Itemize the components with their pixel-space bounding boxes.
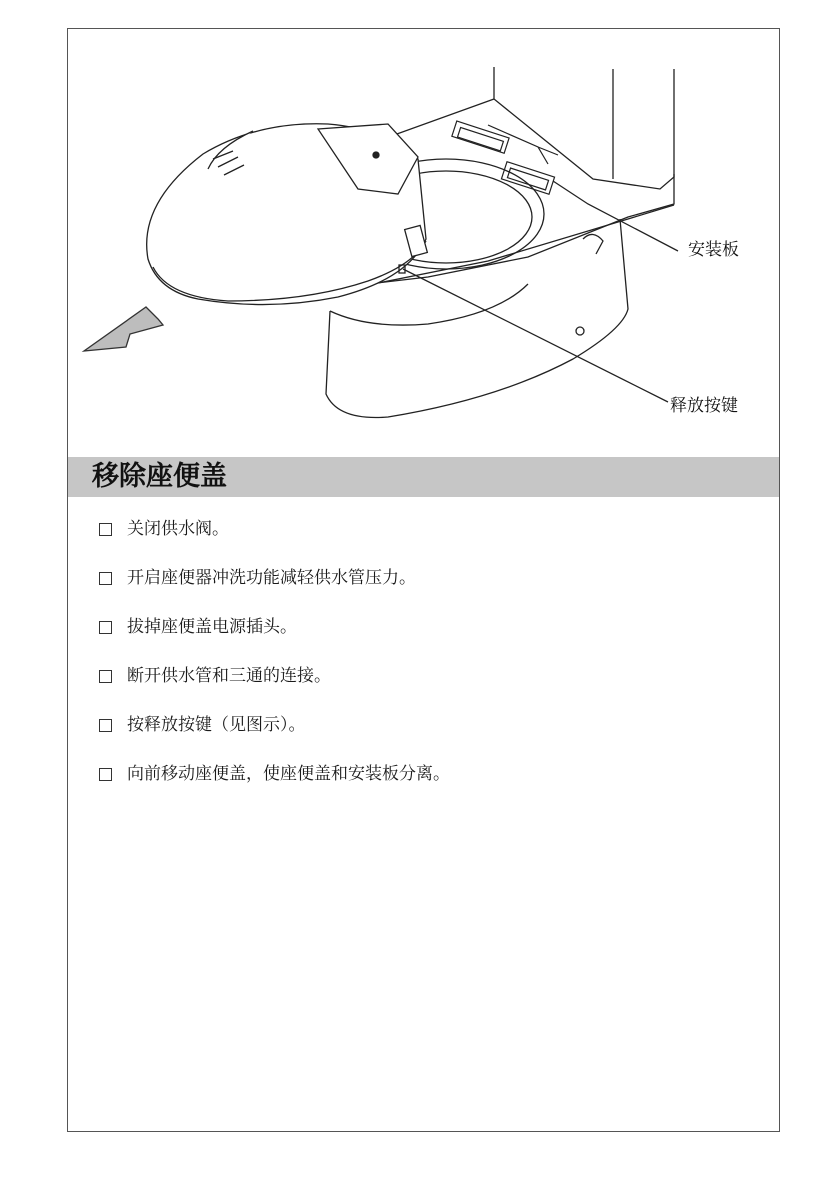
step-list <box>99 517 450 811</box>
seat-lid <box>147 124 428 305</box>
step-text: 断开供水管和三通的连接。 <box>127 666 331 686</box>
rear-bracket <box>583 234 603 254</box>
step-text: 开启座便器冲洗功能减轻供水管压力。 <box>127 568 416 588</box>
step-item <box>99 762 450 811</box>
section-title: 移除座便盖 <box>92 461 227 492</box>
step-text: 向前移动座便盖，使座便盖和安装板分离。 <box>127 764 450 784</box>
section-heading-bar <box>68 457 779 497</box>
step-text: 关闭供水阀。 <box>127 519 229 539</box>
page-frame <box>67 28 780 1132</box>
leader-mounting-plate <box>553 181 678 251</box>
checkbox-icon <box>99 621 112 634</box>
pull-arrow-icon <box>84 307 163 351</box>
step-item <box>99 566 450 615</box>
checkbox-icon <box>99 768 112 781</box>
step-text: 按释放按键（见图示）。 <box>127 715 306 735</box>
step-item <box>99 615 450 664</box>
step-item <box>99 664 450 713</box>
checkbox-icon <box>99 572 112 585</box>
leader-release-button <box>403 269 668 402</box>
checkbox-icon <box>99 670 112 683</box>
toilet-seat-removal-illustration <box>68 29 779 459</box>
bolt-hole <box>576 327 584 335</box>
checkbox-icon <box>99 719 112 732</box>
label-release-button: 释放按键 <box>670 396 738 416</box>
label-mounting-plate: 安装板 <box>688 240 739 260</box>
step-text: 拔掉座便盖电源插头。 <box>127 617 297 637</box>
step-item <box>99 517 450 566</box>
step-item <box>99 713 450 762</box>
tank-outline <box>494 67 674 189</box>
checkbox-icon <box>99 523 112 536</box>
